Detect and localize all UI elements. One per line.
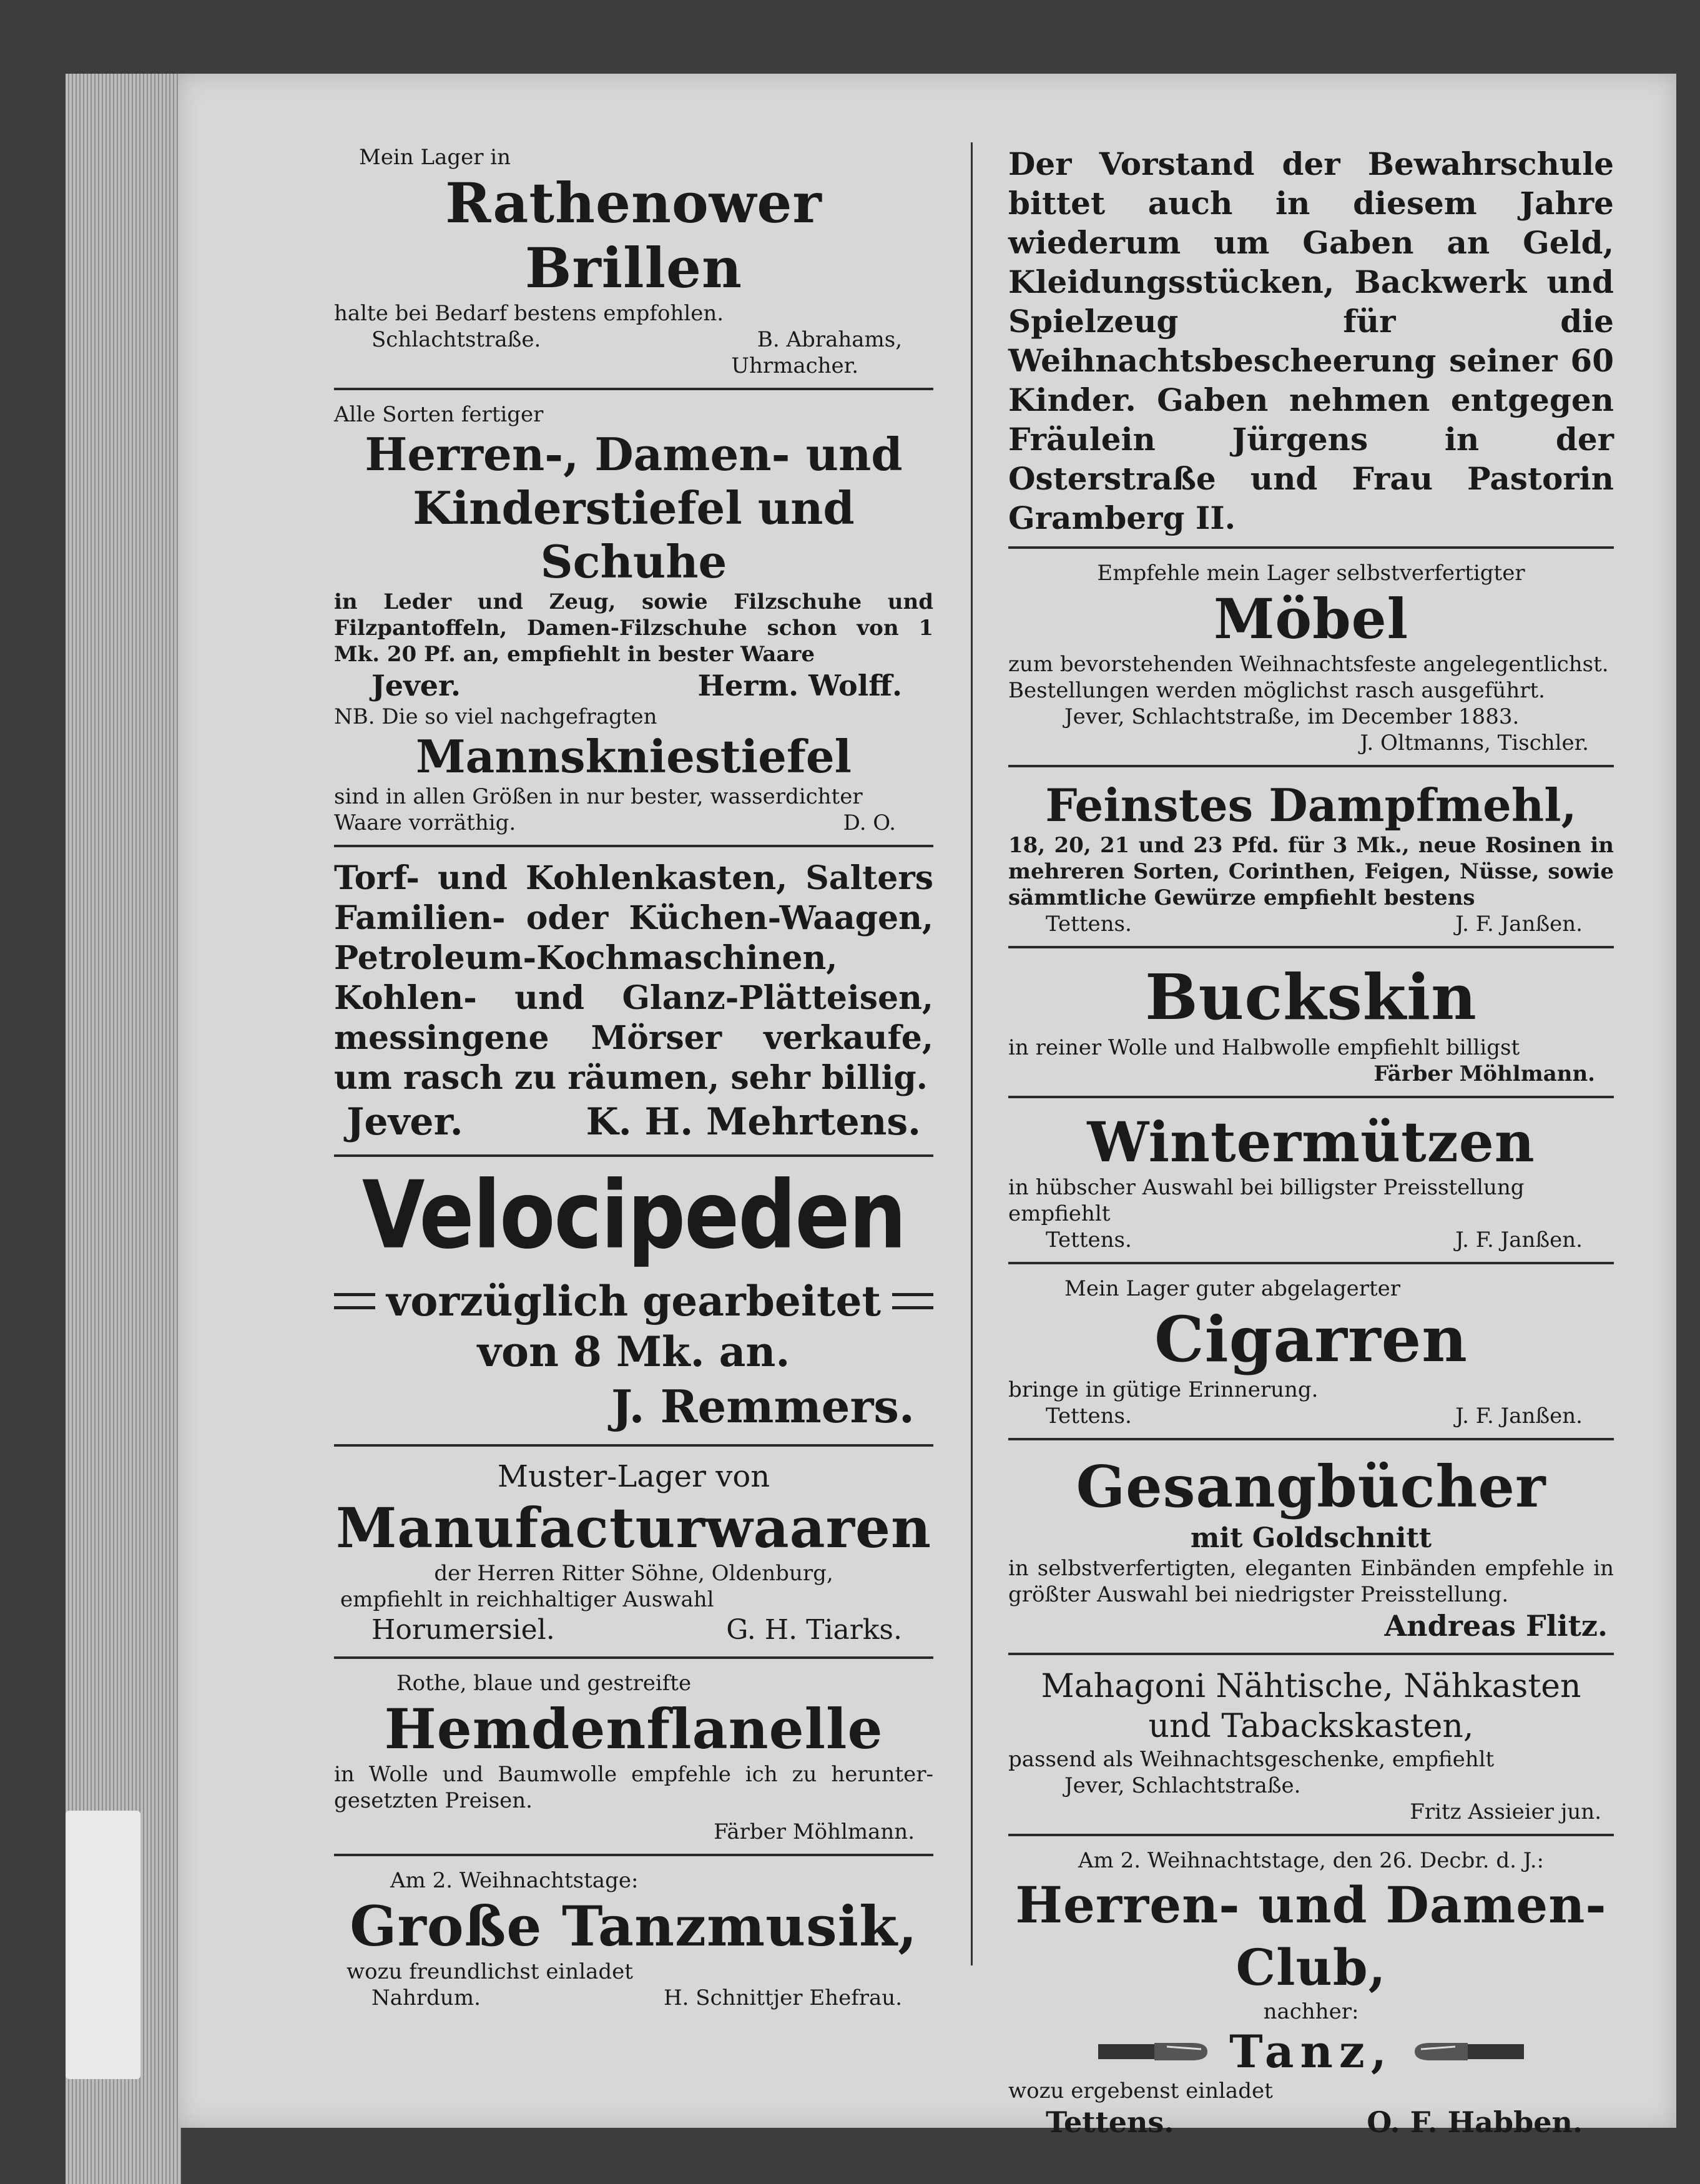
ad-body: bringe in gütige Erinnerung. — [1008, 1377, 1319, 1402]
ad-headline: Buckskin — [1145, 960, 1477, 1034]
ad-headline: Herren- und Damen-Club, — [1015, 1876, 1607, 1997]
ad-signature-row — [1008, 911, 1614, 937]
ad-place: Tettens. — [1046, 1227, 1132, 1252]
ad-signature-row — [334, 1985, 933, 2011]
ad-dampfmehl — [1008, 767, 1614, 948]
ad-place: Horumersiel. — [371, 1614, 555, 1646]
dance-line — [1008, 2025, 1614, 2078]
ad-body: wozu ergebenst einladet — [1008, 2078, 1273, 2103]
ad-brillen — [334, 133, 933, 390]
ad-club — [1008, 1836, 1614, 2149]
ad-merchant: Färber Möhlmann. — [714, 1819, 915, 1844]
ornament-bar — [892, 1293, 933, 1309]
ad-body: Jever, Schlachtstraße. — [1064, 1773, 1301, 1798]
ad-body: in Wolle und Baumwolle empfehle ich zu herunter-gesetzten Preisen. — [334, 1762, 933, 1813]
ad-body: zum bevorstehenden Weihnachtsfeste angelegentlichst. — [1008, 652, 1609, 677]
page-corner — [66, 1811, 140, 2079]
ad-merchant: Fritz Assieier jun. — [1410, 1799, 1601, 1824]
left-column — [334, 133, 933, 2020]
ad-manufactur — [334, 1447, 933, 1659]
ad-street: Schlachtstraße. — [371, 327, 541, 352]
ad-merchant: Andreas Flitz. — [1384, 1609, 1608, 1643]
ad-naehtische — [1008, 1655, 1614, 1836]
ad-merchant: J. Remmers. — [611, 1380, 915, 1433]
ad-cigarren — [1008, 1264, 1614, 1440]
ad-body: empfiehlt in reichhaltiger Auswahl — [340, 1587, 714, 1612]
ad-body: wozu freundlichst einladet — [346, 1959, 633, 1984]
ad-merchant: G. H. Tiarks. — [726, 1614, 902, 1646]
ad-place: Jever. — [346, 1100, 463, 1144]
ad-intro: Rothe, blaue und gestreifte — [396, 1671, 692, 1696]
ad-headline: Feinstes Dampfmehl, — [1045, 779, 1577, 832]
ad-trade: Uhrmacher. — [731, 353, 858, 378]
ad-merchant: K. H. Mehrtens. — [586, 1100, 921, 1144]
ad-intro: Muster-Lager von — [497, 1459, 770, 1494]
ad-tanzmusik — [334, 1856, 933, 2020]
ad-wintermuetzen — [1008, 1098, 1614, 1264]
ad-signature-row — [334, 1098, 933, 1146]
ad-headline: Gesangbücher — [1076, 1453, 1546, 1520]
ad-headline: Velocipeden — [361, 1160, 906, 1270]
ad-decorated-line — [334, 1277, 933, 1326]
ad-headline: Große Tanzmusik, — [350, 1894, 918, 1959]
newspaper-page — [178, 74, 1676, 2139]
ad-place: Jever. — [371, 669, 461, 702]
ad-haushalt — [334, 847, 933, 1157]
ad-signature-row — [1008, 1227, 1614, 1253]
ad-merchant: J. F. Janßen. — [1455, 1404, 1583, 1429]
ad-headline: Cigarren — [1154, 1302, 1468, 1376]
ad-bewahrschule — [1008, 133, 1614, 549]
ad-subheadline: mit Goldschnitt — [1190, 1522, 1432, 1554]
ad-merchant: H. Schnittjer Ehefrau. — [664, 1985, 902, 2010]
ad-body: 18, 20, 21 und 23 Pfd. für 3 Mk., neue Rosinen in mehreren Sorten, Corinthen, Feigen, Nüsse, sowie sämmtliche Gewürze empfiehlt bestens — [1008, 833, 1614, 910]
ad-signature-row — [334, 810, 933, 836]
ad-merchant: O. F. Habben. — [1367, 2105, 1583, 2139]
ad-headline: Mannskniestiefel — [415, 730, 852, 783]
ad-body: Der Vorstand der Bewahrschule bittet auch in diesem Jahre wiederum um Gaben an Geld, Kleidungsstücken, Backwerk und Spielzeug für die Weihnachtsbescheerung seiner 60 Kinder. Gaben nehmen entgegen Fräulein Jürgens in der Osterstraße und Frau Pastorin Gramberg II. — [1008, 145, 1614, 536]
ad-line: von 8 Mk. an. — [477, 1327, 790, 1376]
ad-merchant: B. Abrahams, — [757, 327, 902, 352]
ad-headline: Manufacturwaaren — [336, 1495, 931, 1560]
ad-signature-row — [1008, 2104, 1614, 2140]
ad-gesangbuecher — [1008, 1440, 1614, 1655]
column-divider — [971, 142, 973, 1965]
ad-body: der Herren Ritter Söhne, Oldenburg, — [434, 1561, 833, 1586]
ad-body: sind in allen Größen in nur bester, wasserdichter — [334, 784, 863, 809]
ad-dance: Tanz, — [1229, 2025, 1393, 2078]
ad-buckskin — [1008, 948, 1614, 1098]
ad-place: Tettens. — [1046, 912, 1132, 937]
ad-signature-row — [1008, 1403, 1614, 1429]
ad-body: in reiner Wolle und Halbwolle empfiehlt billigst — [1008, 1035, 1520, 1060]
ad-body: halte bei Bedarf bestens empfohlen. — [334, 301, 724, 326]
ad-headline: Hemdenflanelle — [384, 1696, 883, 1761]
ad-schuhe — [334, 390, 933, 847]
ad-signature-row — [334, 667, 933, 704]
ad-headline: Mahagoni Nähtische, Nähkasten und Tabackskasten, — [1041, 1668, 1581, 1745]
ad-body: Torf- und Kohlenkasten, Salters Familien- oder Küchen-Waagen, Petroleum-Kochmaschinen, Kohlen- und Glanz-Plätteisen, messingene Mörser verkaufe, um rasch zu räumen, sehr billig. — [334, 859, 933, 1097]
ad-place: Tettens. — [1046, 1404, 1132, 1429]
ad-signature-row — [334, 1613, 933, 1648]
ad-body: in Leder und Zeug, sowie Filzschuhe und Filzpantoffeln, Damen-Filzschuhe schon von 1 Mk. 20 Pf. an, empfiehlt in bester Waare — [334, 589, 933, 667]
ad-moebel — [1008, 549, 1614, 767]
ad-headline: Rathenower Brillen — [445, 170, 822, 300]
pointing-hand-left-icon — [1412, 2038, 1524, 2065]
ad-body: Jever, Schlachtstraße, im December 1883. — [1064, 704, 1520, 729]
ornament-bar — [334, 1293, 375, 1309]
ad-subheadline: nachher: — [1263, 1999, 1359, 2024]
ad-intro: Alle Sorten fertiger — [334, 402, 544, 427]
ad-headline: Herren-, Damen- und — [365, 428, 903, 481]
ad-merchant: Färber Möhlmann. — [1373, 1061, 1595, 1086]
ad-place: Nahrdum. — [371, 1985, 481, 2010]
ad-merchant: J. F. Janßen. — [1455, 912, 1583, 937]
ad-note: NB. Die so viel nachgefragten — [334, 704, 657, 729]
ad-headline: Wintermützen — [1087, 1109, 1535, 1174]
ad-body: in selbstverfertigten, eleganten Einbänden empfehle in größter Auswahl bei niedrigster Preisstellung. — [1008, 1556, 1614, 1607]
ad-intro: Mein Lager in — [359, 145, 511, 170]
ad-body: Bestellungen werden möglichst rasch ausgeführt. — [1008, 678, 1545, 703]
ad-initials: D. O. — [843, 810, 896, 835]
pointing-hand-right-icon — [1098, 2038, 1211, 2065]
ad-merchant: Herm. Wolff. — [697, 669, 902, 702]
ad-headline: Kinderstiefel und Schuhe — [413, 481, 855, 588]
ad-intro: Mein Lager guter abgelagerter — [1064, 1276, 1401, 1301]
ad-hemdenflanelle — [334, 1659, 933, 1856]
ad-intro: Empfehle mein Lager selbstverfertigter — [1097, 561, 1525, 586]
right-column — [1008, 133, 1614, 2149]
ad-body: passend als Weihnachtsgeschenke, empfiehlt — [1008, 1747, 1495, 1772]
ad-velocipeden — [334, 1157, 933, 1447]
ad-intro: Am 2. Weihnachtstage: — [390, 1868, 639, 1893]
ad-line: vorzüglich gearbeitet — [386, 1277, 881, 1326]
ad-intro: Am 2. Weihnachtstage, den 26. Decbr. d. J.: — [1078, 1848, 1544, 1873]
ad-signature-row — [334, 327, 933, 353]
ad-body: Waare vorräthig. — [334, 810, 516, 835]
ad-merchant: J. F. Janßen. — [1455, 1227, 1583, 1252]
ad-place: Tettens. — [1046, 2105, 1174, 2139]
ad-headline: Möbel — [1213, 586, 1409, 651]
ad-body: in hübscher Auswahl bei billigster Preisstellung empfiehlt — [1008, 1175, 1525, 1226]
ad-merchant: J. Oltmanns, Tischler. — [1360, 730, 1589, 755]
